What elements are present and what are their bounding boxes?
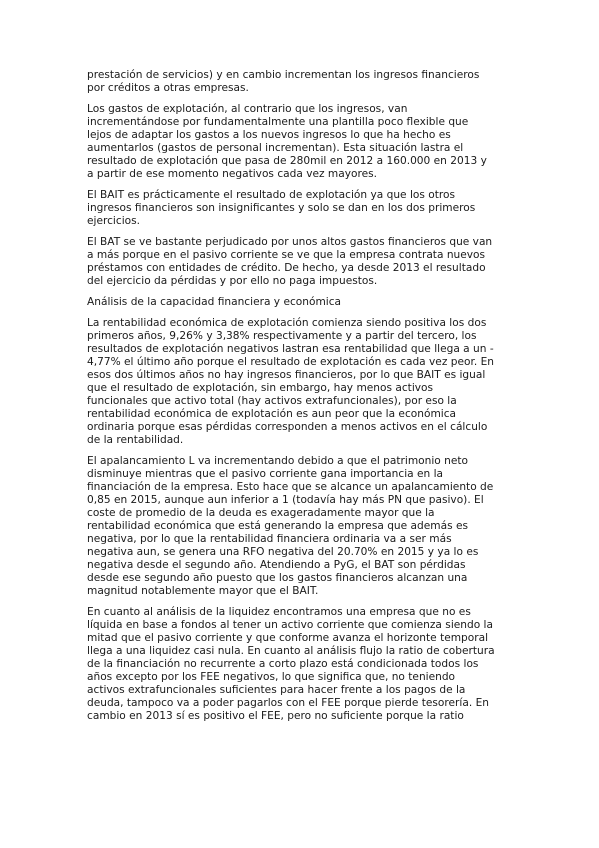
text-line: esos dos últimos años no hay ingresos financieros, por lo que BAIT es igual bbox=[87, 369, 486, 381]
text-line: de la financiación no recurrente a corto plazo está condicionada todos los bbox=[87, 658, 479, 670]
text-line: En cuanto al análisis de la liquidez encontramos una empresa que no es bbox=[87, 606, 471, 618]
text-line: a más porque en el pasivo corriente se ve que la empresa contrata nuevos bbox=[87, 249, 486, 261]
paragraph-continuation bbox=[87, 69, 515, 95]
text-line: funcionales que activo total (hay activos extrafuncionales), por eso la bbox=[87, 395, 457, 407]
text-line: negativa aun, se genera una RFO negativa del 20.70% en 2015 y ya lo es bbox=[87, 546, 479, 558]
text-line: resultado de explotación que pasa de 280mil en 2012 a 160.000 en 2013 y bbox=[87, 155, 487, 167]
text-line: 4,77% el último año porque el resultado de explotación es cada vez peor. En bbox=[87, 356, 494, 368]
text-line: ejercicios. bbox=[87, 215, 141, 227]
text-line: 0,85 en 2015, aunque aun inferior a 1 (todavía hay más PN que pasivo). El bbox=[87, 494, 484, 506]
text-line: líquida en base a fondos al tener un activo corriente que comienza siendo la bbox=[87, 619, 493, 631]
paragraph-bait bbox=[87, 189, 515, 228]
text-line: El BAIT es prácticamente el resultado de explotación ya que los otros bbox=[87, 189, 456, 201]
text-line: La rentabilidad económica de explotación comienza siendo positiva los dos bbox=[87, 317, 487, 329]
paragraph-apalancamiento bbox=[87, 455, 515, 598]
text-line: deuda, tampoco va a poder pagarlos con el FEE porque pierde tesorería. En bbox=[87, 697, 489, 709]
text-line: financiación de la empresa. Esto hace que se alcance un apalancamiento de bbox=[87, 481, 494, 493]
paragraph-bat bbox=[87, 236, 515, 288]
text-line: a partir de ese momento negativos cada vez mayores. bbox=[87, 168, 378, 180]
text-line: por créditos a otras empresas. bbox=[87, 82, 249, 94]
text-line: rentabilidad económica que está generando la empresa que además es bbox=[87, 520, 468, 532]
text-line: lejos de adaptar los gastos a los nuevos ingresos lo que ha hecho es bbox=[87, 129, 451, 141]
text-line: de la rentabilidad. bbox=[87, 434, 184, 446]
text-line: negativa desde el segundo año. Atendiendo a PyG, el BAT son pérdidas bbox=[87, 559, 466, 571]
paragraph-rentabilidad bbox=[87, 317, 515, 447]
section-heading bbox=[87, 296, 515, 309]
heading-text: Análisis de la capacidad financiera y económica bbox=[87, 296, 342, 308]
text-line: Los gastos de explotación, al contrario que los ingresos, van bbox=[87, 103, 408, 115]
text-line: El BAT se ve bastante perjudicado por unos altos gastos financieros que van bbox=[87, 236, 493, 248]
text-line: prestación de servicios) y en cambio incrementan los ingresos financieros bbox=[87, 69, 480, 81]
text-line: desde ese segundo año puesto que los gastos financieros alcanzan una bbox=[87, 572, 468, 584]
text-line: del ejercicio da pérdidas y por ello no paga impuestos. bbox=[87, 275, 378, 287]
text-line: llega a una liquidez casi nula. En cuanto al análisis flujo la ratio de cobertura bbox=[87, 645, 495, 657]
text-line: activos extrafuncionales suficientes para hacer frente a los pagos de la bbox=[87, 684, 466, 696]
text-line: que el resultado de explotación, sin embargo, hay menos activos bbox=[87, 382, 434, 394]
text-line: magnitud notablemente mayor que el BAIT. bbox=[87, 585, 319, 597]
document-body bbox=[87, 69, 515, 731]
text-line: coste de promedio de la deuda es exageradamente mayor que la bbox=[87, 507, 435, 519]
text-line: incrementándose por fundamentalmente una plantilla poco flexible que bbox=[87, 116, 469, 128]
text-line: ingresos financieros son insignificantes y solo se dan en los dos primeros bbox=[87, 202, 476, 214]
text-line: primeros años, 9,26% y 3,38% respectivamente y a partir del tercero, los bbox=[87, 330, 477, 342]
paragraph-gastos-explotacion bbox=[87, 103, 515, 181]
text-line: años excepto por los FEE negativos, lo que significa que, no teniendo bbox=[87, 671, 456, 683]
text-line: cambio en 2013 sí es positivo el FEE, pero no suficiente porque la ratio bbox=[87, 710, 464, 722]
paragraph-liquidez bbox=[87, 606, 515, 723]
text-line: resultados de explotación negativos lastran esa rentabilidad que llega a un - bbox=[87, 343, 494, 355]
text-line: aumentarlos (gastos de personal incrementan). Esta situación lastra el bbox=[87, 142, 464, 154]
text-line: disminuye mientras que el pasivo corriente gana importancia en la bbox=[87, 468, 444, 480]
text-line: ordinaria porque esas pérdidas corresponden a menos activos en el cálculo bbox=[87, 421, 488, 433]
text-line: rentabilidad económica de explotación es aun peor que la económica bbox=[87, 408, 457, 420]
text-line: negativa, por lo que la rentabilidad financiera ordinaria va a ser más bbox=[87, 533, 452, 545]
text-line: préstamos con entidades de crédito. De hecho, ya desde 2013 el resultado bbox=[87, 262, 486, 274]
text-line: El apalancamiento L va incrementando debido a que el patrimonio neto bbox=[87, 455, 469, 467]
text-line: mitad que el pasivo corriente y que conforme avanza el horizonte temporal bbox=[87, 632, 489, 644]
